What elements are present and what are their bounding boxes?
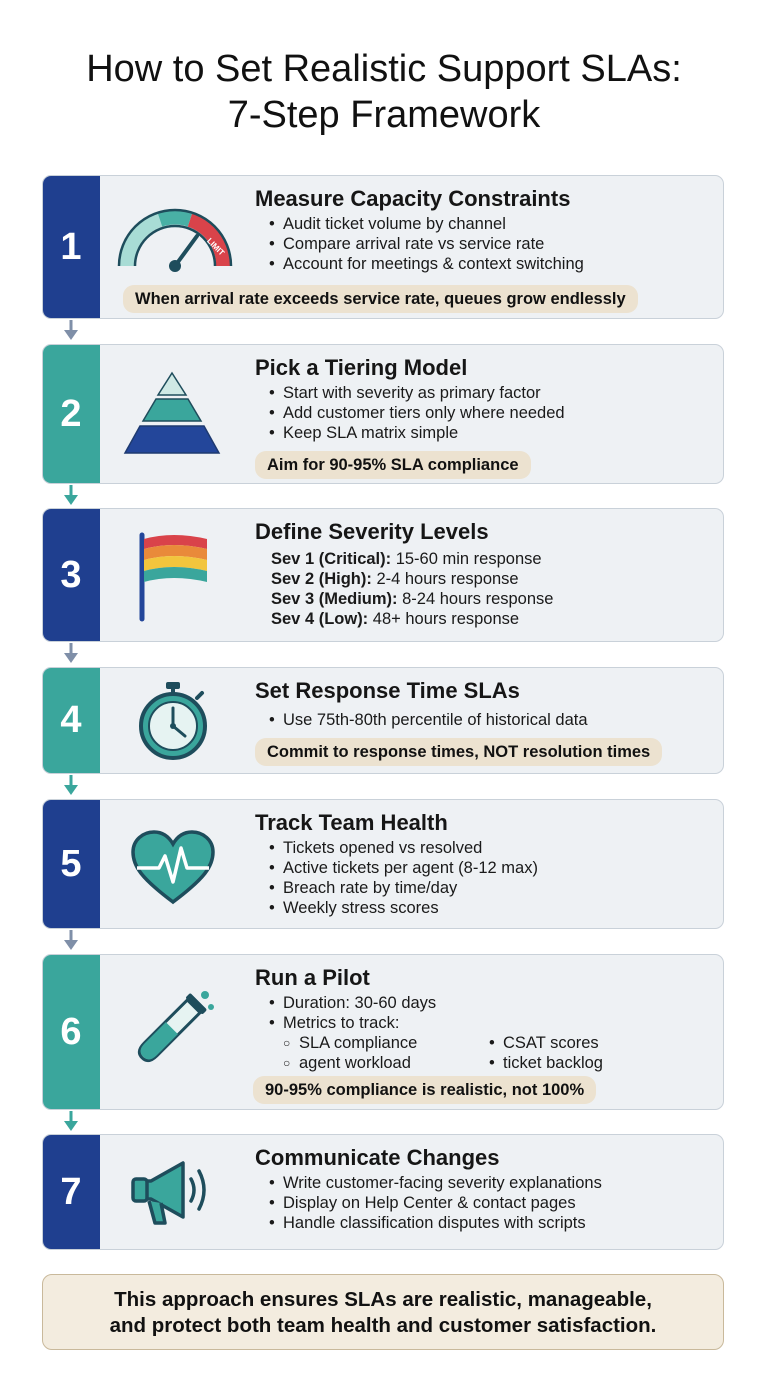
step-6-callout: 90-95% compliance is realistic, not 100% [253, 1076, 596, 1104]
step-1-content [255, 186, 715, 274]
list-item: • Audit ticket volume by channel [269, 214, 715, 234]
step-6-content [255, 965, 715, 1073]
step-1-number: 1 [42, 175, 100, 319]
gauge-icon [115, 206, 235, 272]
list-item: • Compare arrival rate vs service rate [269, 234, 715, 254]
list-item: • Display on Help Center & contact pages [269, 1193, 715, 1213]
title-line-2: 7-Step Framework [227, 94, 541, 136]
step-2-bullets [269, 383, 715, 443]
step-7-bullets [269, 1173, 715, 1233]
step-5-card [42, 799, 724, 929]
step-3-card [42, 508, 724, 642]
test-tube-icon [129, 987, 219, 1071]
list-item: • Add customer tiers only where needed [269, 403, 715, 423]
list-item: • Keep SLA matrix simple [269, 423, 715, 443]
flag-icon [133, 529, 213, 623]
list-item: • Active tickets per agent (8-12 max) [269, 858, 715, 878]
arrow-down-icon [62, 320, 80, 342]
list-item: ○ agent workload [269, 1053, 489, 1073]
step-5-content [255, 810, 715, 918]
title-line-1: How to Set Realistic Support SLAs: [86, 48, 682, 90]
list-item: Sev 3 (Medium): 8-24 hours response [271, 590, 554, 608]
step-7-heading: Communicate Changes [255, 1145, 500, 1170]
list-item: Sev 4 (Low): 48+ hours response [271, 610, 520, 628]
summary-line-2: and protect both team health and customer satisfaction. [109, 1314, 657, 1337]
step-6-card [42, 954, 724, 1110]
step-7-content [255, 1145, 715, 1233]
step-4-heading: Set Response Time SLAs [255, 678, 520, 703]
step-6-bullets [269, 993, 715, 1033]
list-item: • Duration: 30-60 days [269, 993, 715, 1013]
list-item: • Write customer-facing severity explanations [269, 1173, 715, 1193]
step-2-heading: Pick a Tiering Model [255, 355, 468, 380]
step-4-card [42, 667, 724, 774]
step-5-number: 5 [42, 799, 100, 929]
arrow-down-icon [62, 1111, 80, 1133]
step-1-heading: Measure Capacity Constraints [255, 186, 571, 211]
step-1-card [42, 175, 724, 319]
step-1-callout: When arrival rate exceeds service rate, queues grow endlessly [123, 285, 638, 313]
page-title [0, 46, 768, 138]
list-item: • Tickets opened vs resolved [269, 838, 715, 858]
summary-line-1: This approach ensures SLAs are realistic, manageable, [114, 1288, 652, 1311]
step-2-content [255, 355, 715, 443]
stopwatch-icon [135, 680, 211, 762]
list-item: • Account for meetings & context switching [269, 254, 715, 274]
summary-box [42, 1274, 724, 1350]
step-7-number: 7 [42, 1134, 100, 1250]
step-7-card [42, 1134, 724, 1250]
list-item: • Breach rate by time/day [269, 878, 715, 898]
list-item: ○ SLA compliance [269, 1033, 489, 1053]
step-6-number: 6 [42, 954, 100, 1110]
step-4-callout: Commit to response times, NOT resolution times [255, 738, 662, 766]
step-5-heading: Track Team Health [255, 810, 448, 835]
metrics-row [269, 1033, 715, 1053]
step-6-heading: Run a Pilot [255, 965, 370, 990]
step-3-heading: Define Severity Levels [255, 519, 489, 544]
list-item: • Weekly stress scores [269, 898, 715, 918]
list-item: • Start with severity as primary factor [269, 383, 715, 403]
list-item: • Handle classification disputes with scripts [269, 1213, 715, 1233]
list-item: Sev 1 (Critical): 15-60 min response [271, 550, 542, 568]
step-4-content [255, 678, 715, 730]
step-4-number: 4 [42, 667, 100, 774]
step-5-bullets [269, 838, 715, 918]
gauge-label: LIMIT [205, 236, 227, 258]
list-item: Sev 2 (High): 2-4 hours response [271, 570, 519, 588]
step-2-number: 2 [42, 344, 100, 484]
arrow-down-icon [62, 775, 80, 797]
arrow-down-icon [62, 643, 80, 665]
step-3-content [255, 519, 715, 629]
step-2-card [42, 344, 724, 484]
megaphone-icon [129, 1157, 219, 1229]
arrow-down-icon [62, 485, 80, 507]
severity-list [271, 549, 715, 629]
heart-pulse-icon [131, 830, 215, 906]
step-1-bullets [269, 214, 715, 274]
list-item: • Metrics to track: [269, 1013, 715, 1033]
list-item: • CSAT scores [489, 1033, 599, 1053]
step-2-callout: Aim for 90-95% SLA compliance [255, 451, 531, 479]
list-item: • ticket backlog [489, 1053, 603, 1073]
metrics-list [269, 1033, 715, 1073]
list-item: • Use 75th-80th percentile of historical data [269, 710, 715, 730]
metrics-row [269, 1053, 715, 1073]
step-3-number: 3 [42, 508, 100, 642]
step-4-bullets [269, 710, 715, 730]
arrow-down-icon [62, 930, 80, 952]
pyramid-icon [121, 371, 223, 457]
